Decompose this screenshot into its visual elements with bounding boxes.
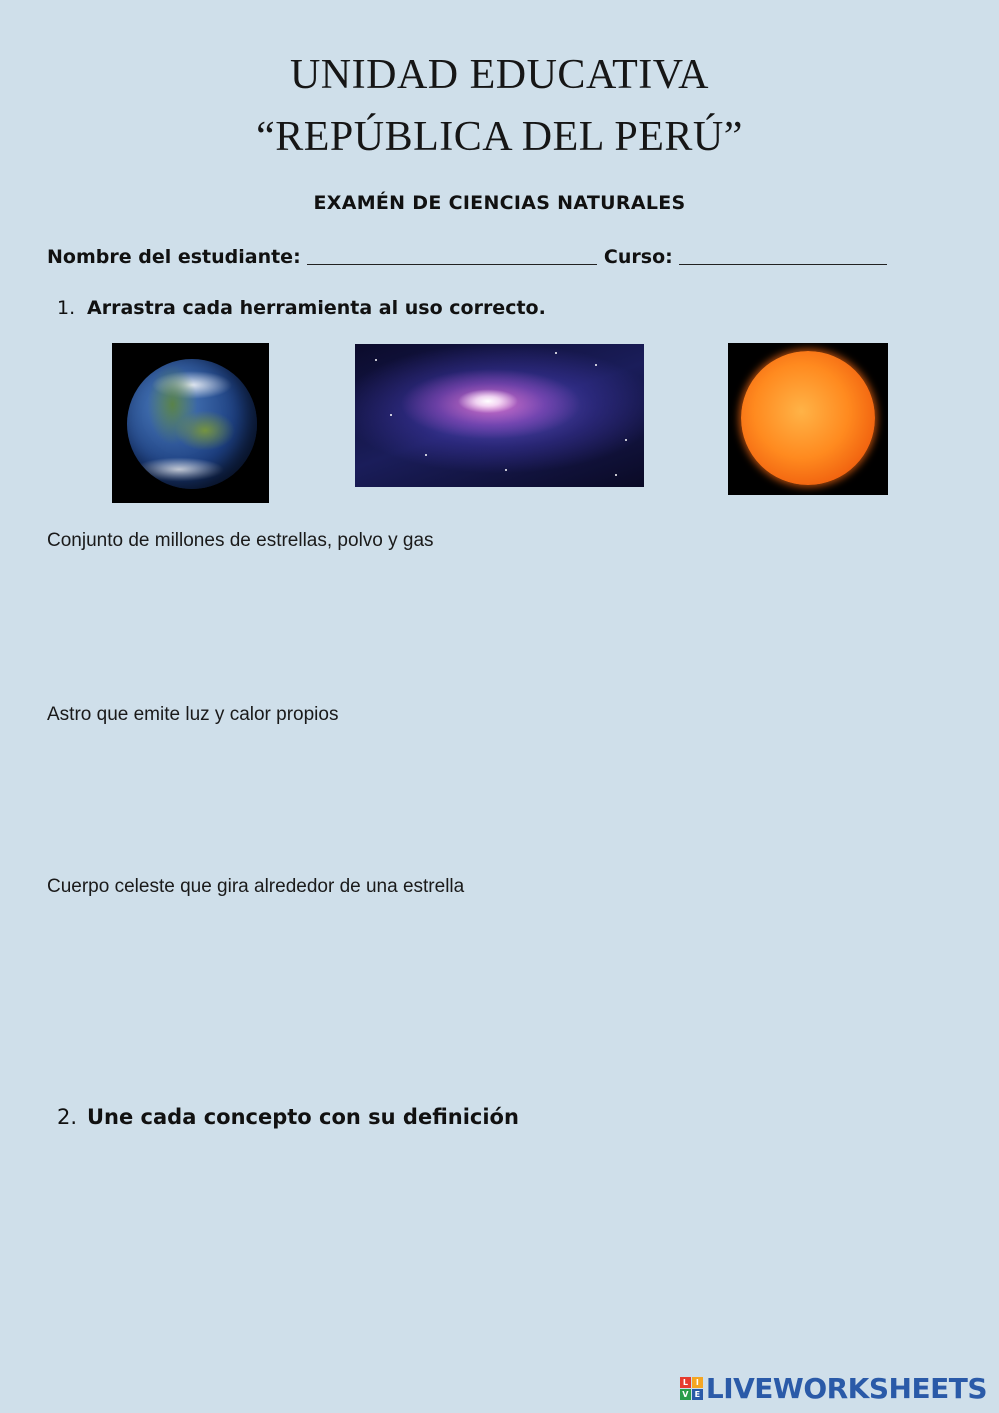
logo-letter-e: E — [692, 1389, 703, 1400]
course-label: Curso: — [603, 246, 673, 268]
school-name-line1: UNIDAD EDUCATIVA — [289, 52, 710, 98]
sun-image[interactable] — [728, 343, 888, 495]
question-2 — [57, 1105, 519, 1129]
question-2-number: 2. — [57, 1105, 78, 1129]
earth-image[interactable] — [112, 343, 269, 503]
sun-icon — [741, 351, 875, 485]
student-info-line — [47, 246, 887, 268]
definition-galaxy: Conjunto de millones de estrellas, polvo y gas — [47, 530, 434, 551]
galaxy-image[interactable] — [355, 344, 644, 487]
question-1-number: 1. — [57, 297, 76, 319]
question-1 — [57, 297, 546, 319]
definition-star: Astro que emite luz y calor propios — [47, 704, 339, 725]
question-1-text: Arrastra cada herramienta al uso correcto. — [87, 297, 546, 319]
school-name-line2: “REPÚBLICA DEL PERÚ” — [256, 114, 743, 160]
liveworksheets-brand — [680, 1372, 987, 1405]
student-name-blank[interactable] — [307, 246, 597, 265]
logo-letter-i: I — [692, 1377, 703, 1388]
liveworksheets-logo-icon — [680, 1377, 703, 1400]
spiral-galaxy-icon — [355, 344, 644, 487]
course-blank[interactable] — [679, 246, 887, 265]
liveworksheets-wordmark: LIVEWORKSHEETS — [705, 1372, 987, 1405]
definition-planet: Cuerpo celeste que gira alrededor de una estrella — [47, 876, 465, 897]
logo-letter-v: V — [680, 1389, 691, 1400]
exam-title: EXAMÉN DE CIENCIAS NATURALES — [313, 192, 686, 214]
student-name-label: Nombre del estudiante: — [47, 246, 301, 268]
question-2-text: Une cada concepto con su definición — [87, 1105, 519, 1129]
logo-letter-l: L — [680, 1377, 691, 1388]
earth-globe-icon — [127, 359, 257, 489]
